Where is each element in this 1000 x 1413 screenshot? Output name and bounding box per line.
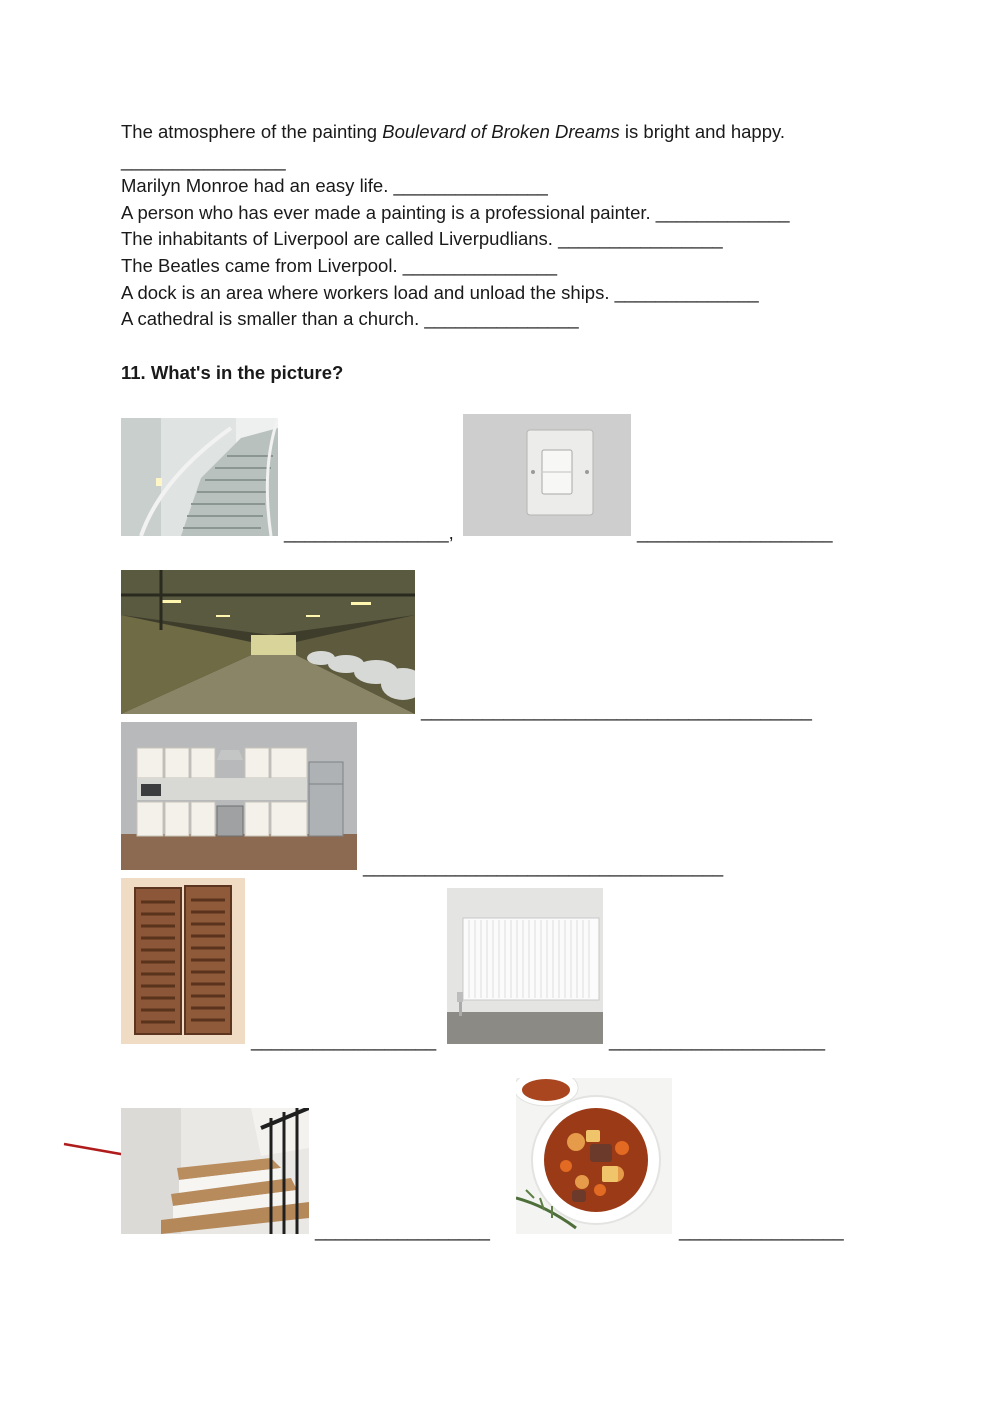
staircase-answer-blank[interactable]: ________________, <box>284 522 454 543</box>
section-heading: 11. What's in the picture? <box>121 362 344 383</box>
statement-5: The Beatles came from Liverpool. _______________ <box>121 255 558 276</box>
stair-step-answer-blank[interactable]: _________________ <box>315 1220 490 1241</box>
light-switch-image <box>463 414 631 536</box>
stew-answer-blank[interactable]: ________________ <box>679 1220 844 1241</box>
shutters-image <box>121 878 245 1044</box>
radiator-answer-blank[interactable]: _____________________ <box>609 1030 826 1051</box>
car-park-image <box>121 570 415 714</box>
stair-step-image <box>121 1108 309 1234</box>
statement-3: A person who has ever made a painting is a professional painter. _____________ <box>121 202 790 223</box>
light-switch-answer-blank[interactable]: ___________________ <box>637 522 833 543</box>
statement-4: The inhabitants of Liverpool are called Liverpudlians. ________________ <box>121 228 723 249</box>
statement-2: Marilyn Monroe had an easy life. _______________ <box>121 175 548 196</box>
statement-1-blank[interactable]: ________________ <box>121 150 286 171</box>
painting-title: Boulevard of Broken Dreams <box>382 121 620 142</box>
spiral-staircase-image <box>121 418 278 536</box>
stew-image <box>516 1078 672 1234</box>
statement-1: The atmosphere of the painting Boulevard of Broken Dreams is bright and happy. <box>121 121 786 142</box>
statement-6: A dock is an area where workers load and unload the ships. ______________ <box>121 282 759 303</box>
radiator-image <box>447 888 603 1044</box>
shutters-answer-blank[interactable]: __________________ <box>251 1030 437 1051</box>
kitchen-image <box>121 722 357 870</box>
car-park-answer-blank[interactable]: ______________________________________ <box>421 700 812 721</box>
kitchen-answer-blank[interactable]: ___________________________________ <box>363 856 724 877</box>
statement-7: A cathedral is smaller than a church. _______________ <box>121 308 579 329</box>
